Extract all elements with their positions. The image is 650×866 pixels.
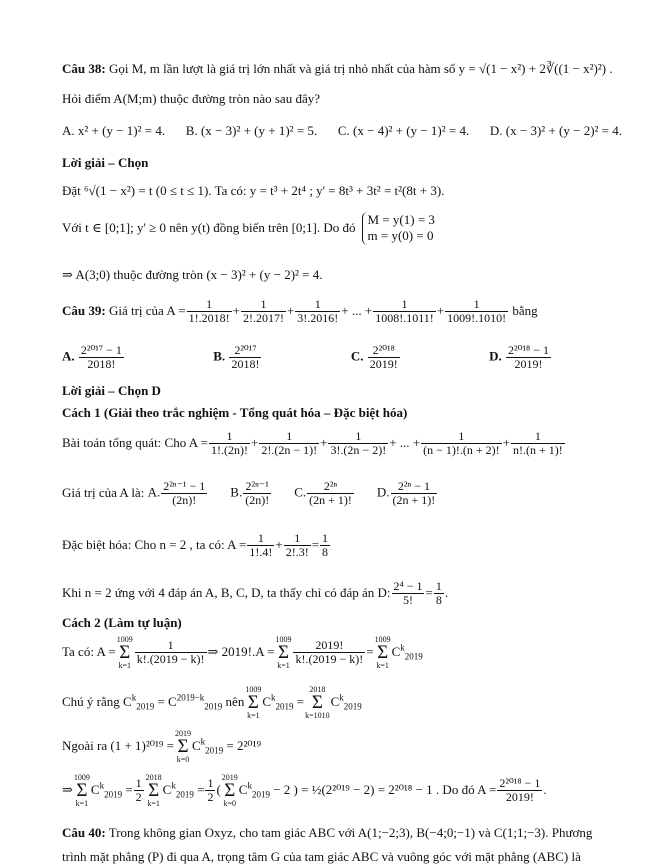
q38-system (362, 212, 435, 245)
q39-gchoice-a: A. $\frac{\text{2²ⁿ⁻¹ − 1}}{(2n)!}$ (147, 479, 206, 508)
q39-general-term-4: $\frac{1}{(n - 1)!.(n + 2)!}$ (423, 429, 500, 458)
q39-general-choices (62, 480, 438, 507)
q39-general-pre: Bài toán tổng quát: Cho A = (62, 435, 208, 451)
q39-general-choices-pre: Giá trị của A là: (62, 485, 145, 501)
q38-ask: Hỏi điểm A(M;m) thuộc đường tròn nào sau đây? (62, 91, 320, 106)
q39-also-post: = 2²⁰¹⁹ (226, 738, 262, 754)
q40-label: Câu 40: (62, 825, 106, 840)
binom-c: $C^k_{2019}$ (162, 780, 194, 800)
q39-term-3: $\frac{1}{3!.2016!}$ (297, 297, 339, 326)
q38-system-line-2: m = y(0) = 0 (367, 228, 434, 244)
q39-choices (62, 344, 552, 371)
binom-c: $C^k_{2019}$ (123, 692, 155, 712)
q39-m2-pre: Ta có: A = (62, 644, 116, 660)
q38-choice-a: A. x² + (y − 1)² = 4. (62, 123, 166, 138)
q39-also-pre: Ngoài ra (1 + 1)²⁰¹⁹ = (62, 738, 174, 754)
q38-solution-title: Lời giải – Chọn (62, 155, 149, 170)
sum-sigma: 1009 Σ k=1 (245, 685, 262, 720)
q39-stem-post: bằng (512, 303, 538, 319)
q39-gchoice-b: B. $\frac{\text{2²ⁿ⁻¹}}{(2n)!}$ (230, 479, 270, 508)
q38-choice-b: B. (x − 3)² + (y + 1)² = 5. (185, 123, 318, 138)
q39-check-res: $\frac{1}{8}$ (435, 579, 442, 608)
q39-special-t1: $\frac{1}{1!.4!}$ (249, 531, 273, 560)
binom-c: $C^k_{2019}$ (238, 780, 270, 800)
q39-special-line: Đặc biệt hóa: Cho n = 2 , ta có: A = $\frac{1}{1!.4!}$ + $\frac{1}{2!.3!}$ = $\frac{1}{8}$ (62, 531, 329, 560)
q38-step-3: ⇒ A(3;0) thuộc đường tròn (x − 3)² + (y − 2)² = 4. (62, 267, 323, 282)
q39-check-pre: Khi n = 2 ứng với 4 đáp án A, B, C, D, ta thấy chỉ có đáp án D: (62, 585, 391, 601)
q39-note-pre: Chú ý rằng (62, 694, 120, 710)
q39-choice-c: C. $\frac{\text{2²⁰¹⁸}}{2019!}$ (350, 343, 398, 372)
q39-method-2-title: Cách 2 (Làm tự luận) (62, 615, 182, 630)
q39-choice-d: D. $\frac{\text{2²⁰¹⁸ − 1}}{2019!}$ (489, 343, 549, 372)
binom-c: $C^k_{2019}$ (262, 692, 294, 712)
q39-final-half-2: $\frac{1}{2}$ (207, 775, 214, 805)
q39-stem-pre: Giá trị của A = (108, 303, 186, 319)
q39-label: Câu 39: (62, 303, 106, 319)
q39-also-line (62, 730, 261, 763)
sum-sigma: 1009 Σ k=1 (73, 773, 90, 808)
q39-special-pre: Đặc biệt hóa: Cho n = 2 , ta có: A = (62, 537, 247, 553)
q39-general-dots: + ... + (389, 435, 421, 451)
binom-c-complement: $C^{2019-k}_{2019}$ (168, 692, 223, 712)
q39-term-5: $\frac{1}{1009!.1010!}$ (447, 297, 507, 326)
q39-general-term-3: $\frac{1}{3!.(2n - 2)!}$ (330, 429, 387, 458)
q39-final-line: ⇒ 1009 Σ k=1 $C^k_{2019}$ = $\frac{1}{2}$ 2018 Σ k=1 $C^k_{2019}$ = $\frac{1}{2}$ ( 2019 Σ k=0 $C^k_{2019}$ − 2 ) = ½(2²⁰¹⁹ − 2) = 2²⁰¹⁸ − 1 . Do đó A = $\frac{\text{2²⁰¹⁸ − 1}}{2019!}$ . (62, 773, 547, 808)
sum-sigma: 2019 Σ k=0 (221, 773, 238, 808)
q39-note-line: Chú ý rằng $C^k_{2019}$ = $C^{2019-k}_{2019}$ nên 1009 Σ k=1 $C^k_{2019}$ = 2018 Σ k=1010 $C^k_{2019}$ (62, 685, 362, 720)
q39-final-frac: $\frac{\text{2²⁰¹⁸ − 1}}{2019!}$ (499, 775, 541, 805)
q39-m2-line-1: Ta có: A = 1009 Σ k=1 $\frac{1}{k!.(2019 - k)!}$ ⇒ 2019!.A = 1009 Σ k=1 $\frac{2019!}{k!.(2019 - k)!}$ = 1009 Σ k=1 $C^k_{2019}$ (62, 635, 423, 670)
q39-m2-f2: $\frac{2019!}{k!.(2019 - k)!}$ (295, 637, 364, 667)
q38-system-line-1: M = y(1) = 3 (367, 212, 435, 227)
q39-check-frac: $\frac{\text{2⁴ − 1}}{5!}$ (393, 579, 423, 608)
q39-final-pre: ⇒ (62, 782, 73, 798)
binom-c: $C^k_{2019}$ (191, 736, 224, 756)
q39-stem-line: Câu 39: Giá trị của A = $\frac{1}{1!.2018!}$ + $\frac{1}{2!.2017!}$ + $\frac{1}{3!.2016!}$ + ... + $\frac{1}{1008!.1011!}$ + $\frac{1}{1009!.1010!}$ bằng (62, 297, 538, 326)
q38-choice-d: D. (x − 3)² + (y − 2)² = 4. (489, 123, 622, 138)
q40-line-2: trình mặt phẳng (P) đi qua A, trọng tâm G của tam giác ABC và vuông góc với mặt phẳng (ABC) là (62, 849, 581, 864)
sum-sigma: 2019 Σ k=0 (174, 729, 191, 764)
q39-m2-f1: $\frac{1}{k!.(2019 - k)!}$ (136, 637, 205, 667)
q39-general-term-5: $\frac{1}{n!.(n + 1)!}$ (512, 429, 563, 458)
q39-final-half: $\frac{1}{2}$ (135, 775, 142, 805)
sum-sigma: 1009 Σ k=1 (116, 635, 133, 670)
q39-choice-b: B. $\frac{\text{2²⁰¹⁷}}{2018!}$ (213, 343, 260, 372)
q39-special-t2: $\frac{1}{2!.3!}$ (285, 531, 309, 560)
sum-sigma: 1009 Σ k=1 (275, 635, 292, 670)
q40-text-1: Trong không gian Oxyz, cho tam giác ABC với A(1;−2;3), B(−4;0;−1) và C(1;1;−3). Phương (108, 825, 593, 840)
q39-note-mid: nên (225, 694, 245, 710)
q39-general-term-2: $\frac{1}{2!.(2n - 1)!}$ (261, 429, 318, 458)
q40-line-1 (62, 826, 592, 841)
q38-label: Câu 38: (62, 61, 106, 76)
q39-final-tail: − 2 ) = ½(2²⁰¹⁹ − 2) = 2²⁰¹⁸ − 1 . Do đó A = (273, 782, 497, 798)
sum-sigma: 2018 Σ k=1010 (305, 685, 330, 720)
q39-term-1: $\frac{1}{1!.2018!}$ (188, 297, 230, 326)
q38-stem: Gọi M, m lần lượt là giá trị lớn nhất và giá trị nhỏ nhất của hàm số y = √(1 − x²) + 2∛((1 − x²)²) . (108, 61, 613, 76)
q39-general-term-1: $\frac{1}{1!.(2n)!}$ (211, 429, 248, 458)
q39-gchoice-d: D. $\frac{\text{2²ⁿ − 1}}{(2n + 1)!}$ (376, 479, 436, 508)
q39-gchoice-c: C. $\frac{\text{2²ⁿ}}{(2n + 1)!}$ (294, 479, 352, 508)
q39-choice-a: A. $\frac{\text{2²⁰¹⁷ − 1}}{2018!}$ (62, 343, 122, 372)
q39-dots: + ... + (341, 303, 373, 319)
q39-special-res: $\frac{1}{8}$ (322, 531, 329, 560)
q38-step-2 (62, 212, 435, 245)
binom-c: $C^k_{2019}$ (391, 642, 423, 662)
q38-stem-line (62, 62, 613, 77)
q38-step-1: Đặt ⁶√(1 − x²) = t (0 ≤ t ≤ 1). Ta có: y = t³ + 2t⁴ ; y' = 8t³ + 3t² = t²(8t + 3). (62, 183, 445, 198)
q39-method-1-title: Cách 1 (Giải theo trắc nghiệm - Tổng quát hóa – Đặc biệt hóa) (62, 405, 408, 420)
binom-c: $C^k_{2019}$ (330, 692, 362, 712)
q39-m2-mid: ⇒ 2019!.A = (207, 644, 275, 660)
q39-general-line: Bài toán tổng quát: Cho A = $\frac{1}{1!.(2n)!}$ + $\frac{1}{2!.(2n - 1)!}$ + $\frac{1}{3!.(2n - 2)!}$ + ... + $\frac{1}{(n - 1)!.(n + 2)!}$ + $\frac{1}{n!.(n + 1)!}$ (62, 429, 563, 458)
q39-solution-title: Lời giải – Chọn D (62, 383, 161, 398)
binom-c: $C^k_{2019}$ (90, 780, 123, 800)
q38-step-2-text: Với t ∈ [0;1]; y' ≥ 0 nên y(t) đồng biến trên [0;1]. Do đó (62, 219, 356, 235)
sum-sigma: 2018 Σ k=1 (145, 773, 162, 808)
sum-sigma: 1009 Σ k=1 (374, 635, 391, 670)
q39-check-line: Khi n = 2 ứng với 4 đáp án A, B, C, D, ta thấy chỉ có đáp án D: $\frac{\text{2⁴ − 1}}{5!}$ = $\frac{1}{8}$ . (62, 579, 449, 608)
q39-term-2: $\frac{1}{2!.2017!}$ (242, 297, 284, 326)
q38-choice-c: C. (x − 4)² + (y − 1)² = 4. (337, 123, 470, 138)
q38-choices (62, 124, 622, 139)
q39-term-4: $\frac{1}{1008!.1011!}$ (375, 297, 434, 326)
